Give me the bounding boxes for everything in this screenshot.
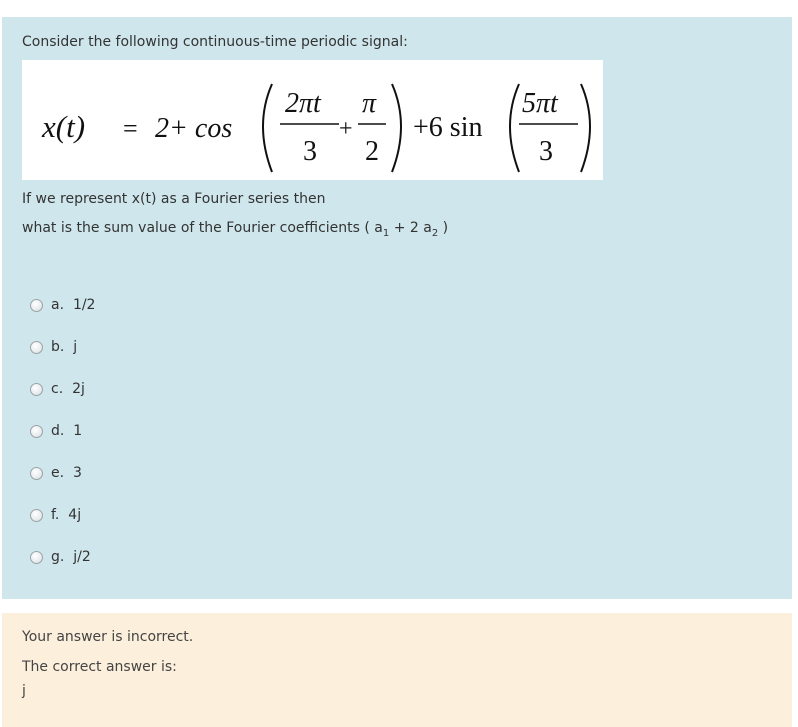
formula-image: [22, 60, 603, 180]
radio-button[interactable]: [30, 425, 43, 438]
formula-frac3-den: 3: [539, 136, 553, 167]
question-text-line2: [22, 220, 448, 239]
option-value: 3: [72, 465, 82, 481]
formula-term-cos: 2+ cos: [155, 113, 233, 144]
feedback-correct-value: j: [22, 683, 26, 699]
formula-paren-close-2: [581, 84, 590, 172]
option-c[interactable]: [30, 379, 85, 399]
formula-frac3-num: 5πt: [522, 88, 558, 119]
feedback-status: Your answer is incorrect.: [22, 629, 194, 645]
option-letter: e.: [51, 465, 65, 481]
formula-frac1-num: 2πt: [285, 88, 321, 119]
option-letter: b.: [51, 339, 65, 355]
line2-mid: + 2 a: [389, 220, 432, 236]
option-letter: d.: [51, 423, 65, 439]
formula-paren-open-2: [510, 84, 519, 172]
line2-sub2: 2: [431, 227, 439, 239]
question-prompt: Consider the following continuous-time periodic signal:: [22, 34, 408, 50]
feedback-panel: [2, 613, 792, 727]
option-value: j: [73, 339, 78, 355]
formula-svg: [22, 60, 603, 180]
radio-button[interactable]: [30, 341, 43, 354]
option-letter: a.: [51, 297, 65, 313]
formula-paren-close-1: [392, 84, 401, 172]
option-letter: g.: [51, 549, 65, 565]
radio-button[interactable]: [30, 509, 43, 522]
option-g[interactable]: [30, 547, 91, 567]
formula-frac2-den: 2: [365, 136, 379, 167]
option-f[interactable]: [30, 505, 81, 525]
radio-button[interactable]: [30, 551, 43, 564]
option-value: j/2: [73, 549, 91, 565]
option-value: 2j: [72, 381, 85, 397]
formula-frac1-den: 3: [303, 136, 317, 167]
formula-plus: +: [339, 116, 353, 142]
option-d[interactable]: [30, 421, 82, 441]
option-value: 4j: [68, 507, 82, 523]
option-b[interactable]: [30, 337, 77, 357]
question-text-line1: If we represent x(t) as a Fourier series then: [22, 191, 326, 207]
option-a[interactable]: [30, 295, 95, 315]
line2-prefix: what is the sum value of the Fourier coefficients ( a: [22, 220, 383, 236]
radio-button[interactable]: [30, 299, 43, 312]
option-value: 1: [73, 423, 83, 439]
formula-lhs: x(t): [42, 109, 86, 144]
feedback-correct-label: The correct answer is:: [22, 659, 177, 675]
line2-suffix: ): [438, 220, 449, 236]
radio-button[interactable]: [30, 467, 43, 480]
option-letter: c.: [51, 381, 64, 397]
radio-button[interactable]: [30, 383, 43, 396]
formula-term-sin: +6 sin: [413, 112, 483, 143]
option-e[interactable]: [30, 463, 82, 483]
formula-equals: =: [123, 114, 138, 143]
formula-paren-open-1: [263, 84, 272, 172]
option-value: 1/2: [72, 297, 96, 313]
option-letter: f.: [51, 507, 60, 523]
line2-sub1: 1: [382, 227, 390, 239]
question-panel: [2, 17, 792, 599]
formula-frac2-num: π: [362, 88, 377, 119]
